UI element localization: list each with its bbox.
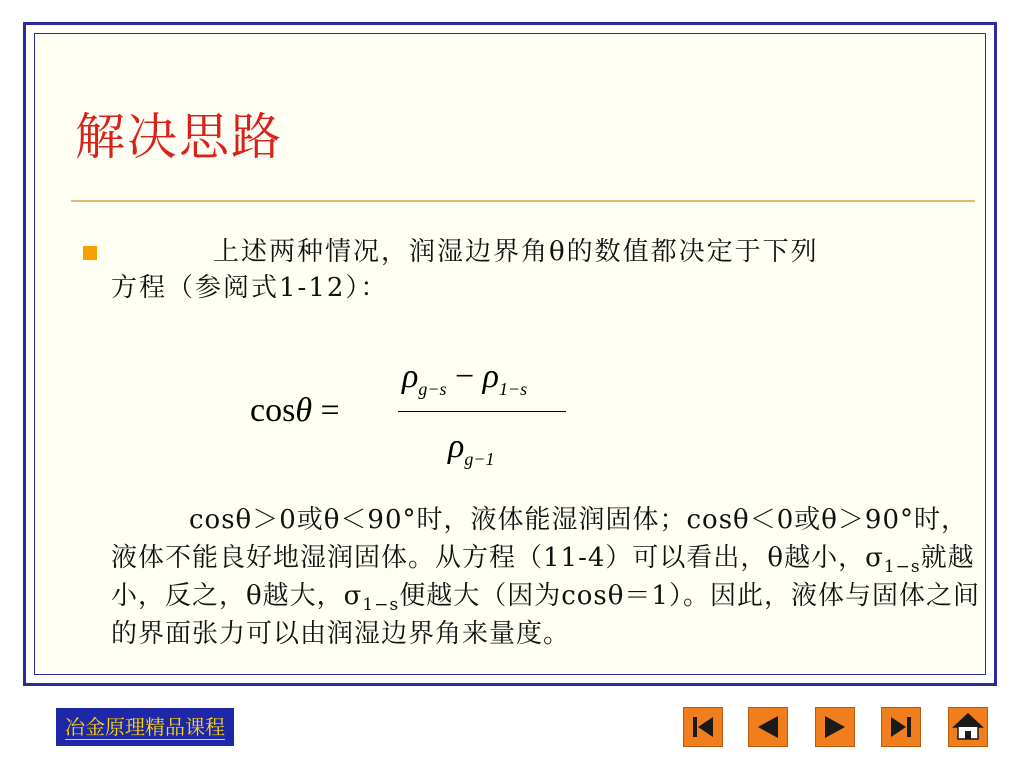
formula-sub-1s: 1−s [499, 378, 528, 399]
formula-numerator [402, 358, 527, 400]
formula-lhs [250, 392, 340, 430]
next-slide-button[interactable] [815, 707, 855, 747]
explanation-part2: 就越小，反之，θ越大，σ [111, 543, 975, 611]
paragraph-intro-line2: 方程（参阅式1-12）： [111, 273, 389, 303]
sigma-subscript-1: 1−s [883, 557, 921, 577]
formula-sub-g1: g−1 [464, 448, 495, 469]
slide-frame [23, 22, 997, 686]
formula-theta: θ [295, 392, 313, 429]
formula-denominator [448, 428, 494, 470]
contact-angle-formula [250, 356, 570, 468]
first-slide-icon [684, 708, 722, 746]
formula-minus: − [446, 358, 483, 395]
paragraph-explanation [111, 501, 991, 653]
formula-rho-1: ρ [402, 358, 419, 395]
course-link[interactable] [56, 708, 234, 746]
next-slide-icon [816, 708, 854, 746]
slide-title: 解决思路 [75, 108, 283, 166]
first-slide-button[interactable] [683, 707, 723, 747]
home-icon [949, 708, 987, 746]
title-divider [71, 200, 975, 202]
formula-rho-3: ρ [448, 428, 465, 465]
formula-fraction-bar [398, 411, 566, 412]
slide-content-area [34, 33, 986, 675]
sigma-subscript-2: 1−s [362, 595, 400, 615]
explanation-part3: 便越大（因为cosθ＝1）。因此，液体与固体之间的界面张力可以由润湿边界角来量度。 [111, 581, 980, 649]
formula-cos: cos [250, 392, 296, 429]
formula-sub-gs: g−s [418, 378, 447, 399]
previous-slide-button[interactable] [748, 707, 788, 747]
paragraph-intro-line1: 上述两种情况，润湿边界角θ的数值都决定于下列 [213, 237, 819, 267]
paragraph-intro [111, 234, 981, 306]
course-link-label: 冶金原理精品课程 [65, 715, 225, 739]
last-slide-button[interactable] [881, 707, 921, 747]
formula-equals: = [312, 392, 340, 429]
bullet-square-icon [83, 246, 97, 260]
explanation-part1: cosθ＞0或θ＜90°时，液体能湿润固体；cosθ＜0或θ＞90°时，液体不能良好地湿润固体。从方程（11-4）可以看出，θ越小，σ [111, 505, 968, 573]
formula-rho-2: ρ [482, 358, 499, 395]
home-button[interactable] [948, 707, 988, 747]
previous-slide-icon [749, 708, 787, 746]
last-slide-icon [882, 708, 920, 746]
